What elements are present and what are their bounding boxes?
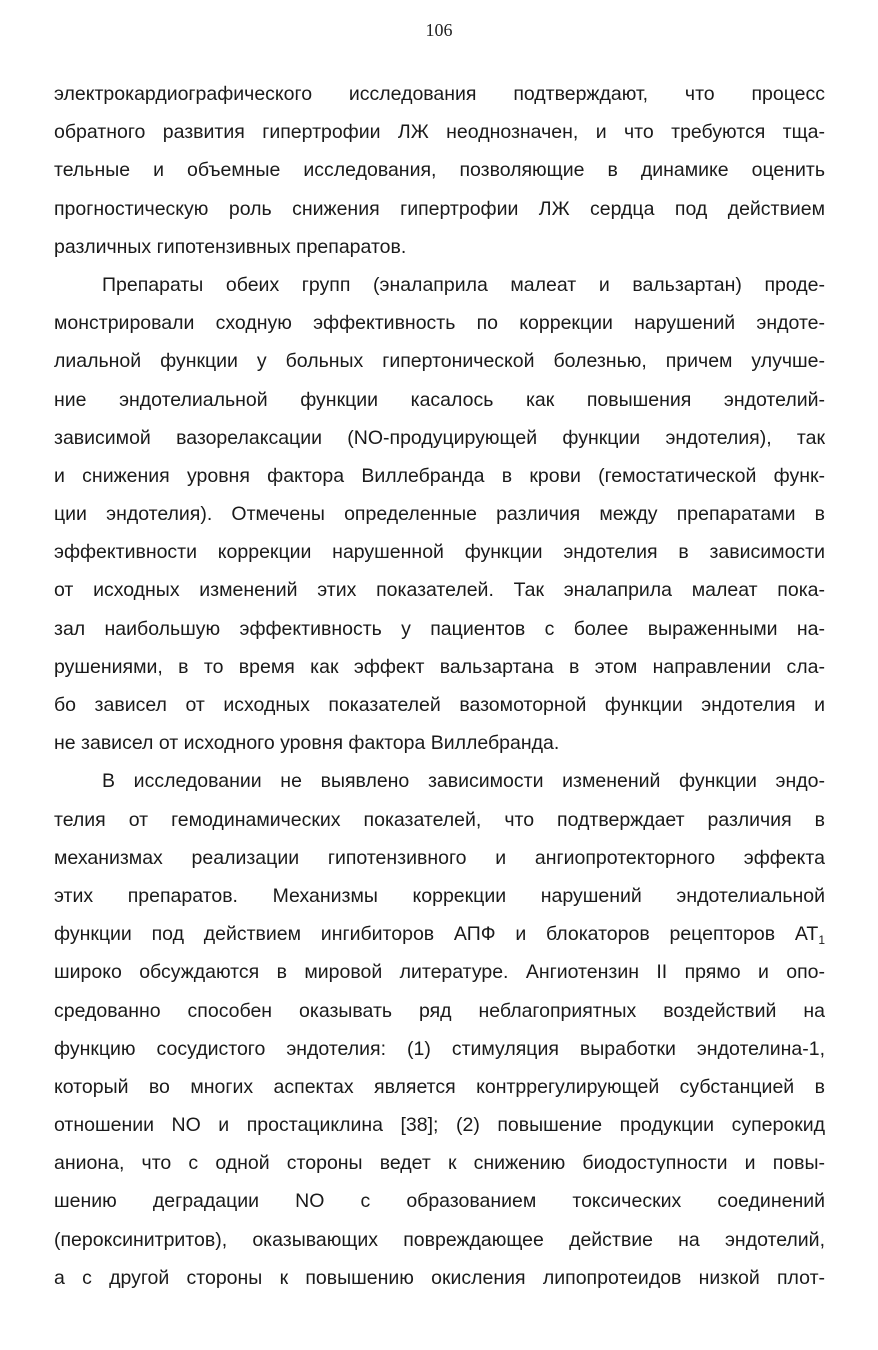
text-line: ции эндотелия). Отмечены определенные различия между препаратами в <box>54 503 825 526</box>
text-line: аниона, что с одной стороны ведет к снижению биодоступности и повы- <box>54 1152 825 1175</box>
sub-line-text: функции под действием ингибиторов АПФ и блокаторов рецепторов АТ <box>54 923 819 946</box>
text-line: В исследовании не выявлено зависимости изменений функции эндо- <box>102 770 825 793</box>
text-line: а с другой стороны к повышению окисления липопротеидов низкой плот- <box>54 1266 825 1289</box>
text-line: тельные и объемные исследования, позволяющие в динамике оценить <box>54 159 825 182</box>
text-line: бо зависел от исходных показателей вазомоторной функции эндотелия и <box>54 694 825 716</box>
text-line: (пероксинитритов), оказывающих повреждающее действие на эндотелий, <box>54 1228 825 1251</box>
text-line: ние эндотелиальной функции касалось как повышения эндотелий- <box>54 388 825 411</box>
paragraph-2 <box>54 266 825 762</box>
text-line: эффективности коррекции нарушенной функции эндотелия в зависимости <box>54 541 825 564</box>
page-number: 106 <box>425 20 453 40</box>
text-line: шению деградации NO с образованием токсических соединений <box>54 1190 825 1213</box>
subscript: 1 <box>818 933 825 948</box>
text-line: зависимой вазорелаксации (NO-продуцирующей функции эндотелия), так <box>54 426 825 449</box>
text-line: электрокардиографического исследования подтверждают, что процесс <box>54 83 825 105</box>
text-line: не зависел от исходного уровня фактора Виллебранда. <box>54 732 560 755</box>
text-line: этих препаратов. Механизмы коррекции нарушений эндотелиальной <box>54 884 825 907</box>
text-line: отношении NO и простациклина [38]; (2) повышение продукции суперокид <box>54 1114 825 1137</box>
text-line: и снижения уровня фактора Виллебранда в крови (гемостатической функ- <box>54 464 825 487</box>
text-line: монстрировали сходную эффективность по коррекции нарушений эндоте- <box>54 312 825 335</box>
text-line: зал наибольшую эффективность у пациентов с более выраженными на- <box>54 617 825 640</box>
text-line-with-subscript <box>54 915 825 953</box>
body-text <box>54 75 825 1297</box>
text-line: лиальной функции у больных гипертонической болезнью, причем улучше- <box>54 350 825 373</box>
text-line: от исходных изменений этих показателей. Так эналаприла малеат пока- <box>54 579 825 602</box>
text-line: функцию сосудистого эндотелия: (1) стимуляция выработки эндотелина-1, <box>54 1037 825 1060</box>
text-line: который во многих аспектах является контррегулирующей субстанцией в <box>54 1075 825 1098</box>
paragraph-1 <box>54 75 825 266</box>
text-line: рушениями, в то время как эффект вальзартана в этом направлении сла- <box>54 655 825 678</box>
text-line: различных гипотензивных препаратов. <box>54 235 407 258</box>
text-line: механизмах реализации гипотензивного и ангиопротекторного эффекта <box>54 846 825 869</box>
text-line: обратного развития гипертрофии ЛЖ неоднозначен, и что требуются тща- <box>54 121 825 144</box>
text-line: средованно способен оказывать ряд неблагоприятных воздействий на <box>54 999 825 1022</box>
text-line: прогностическую роль снижения гипертрофии ЛЖ сердца под действием <box>54 197 825 220</box>
text-line: широко обсуждаются в мировой литературе. Ангиотензин II прямо и опо- <box>54 961 825 984</box>
text-line: Препараты обеих групп (эналаприла малеат и вальзартан) проде- <box>102 273 825 296</box>
text-line: телия от гемодинамических показателей, что подтверждает различия в <box>54 808 825 831</box>
paragraph-3 <box>54 762 825 1297</box>
